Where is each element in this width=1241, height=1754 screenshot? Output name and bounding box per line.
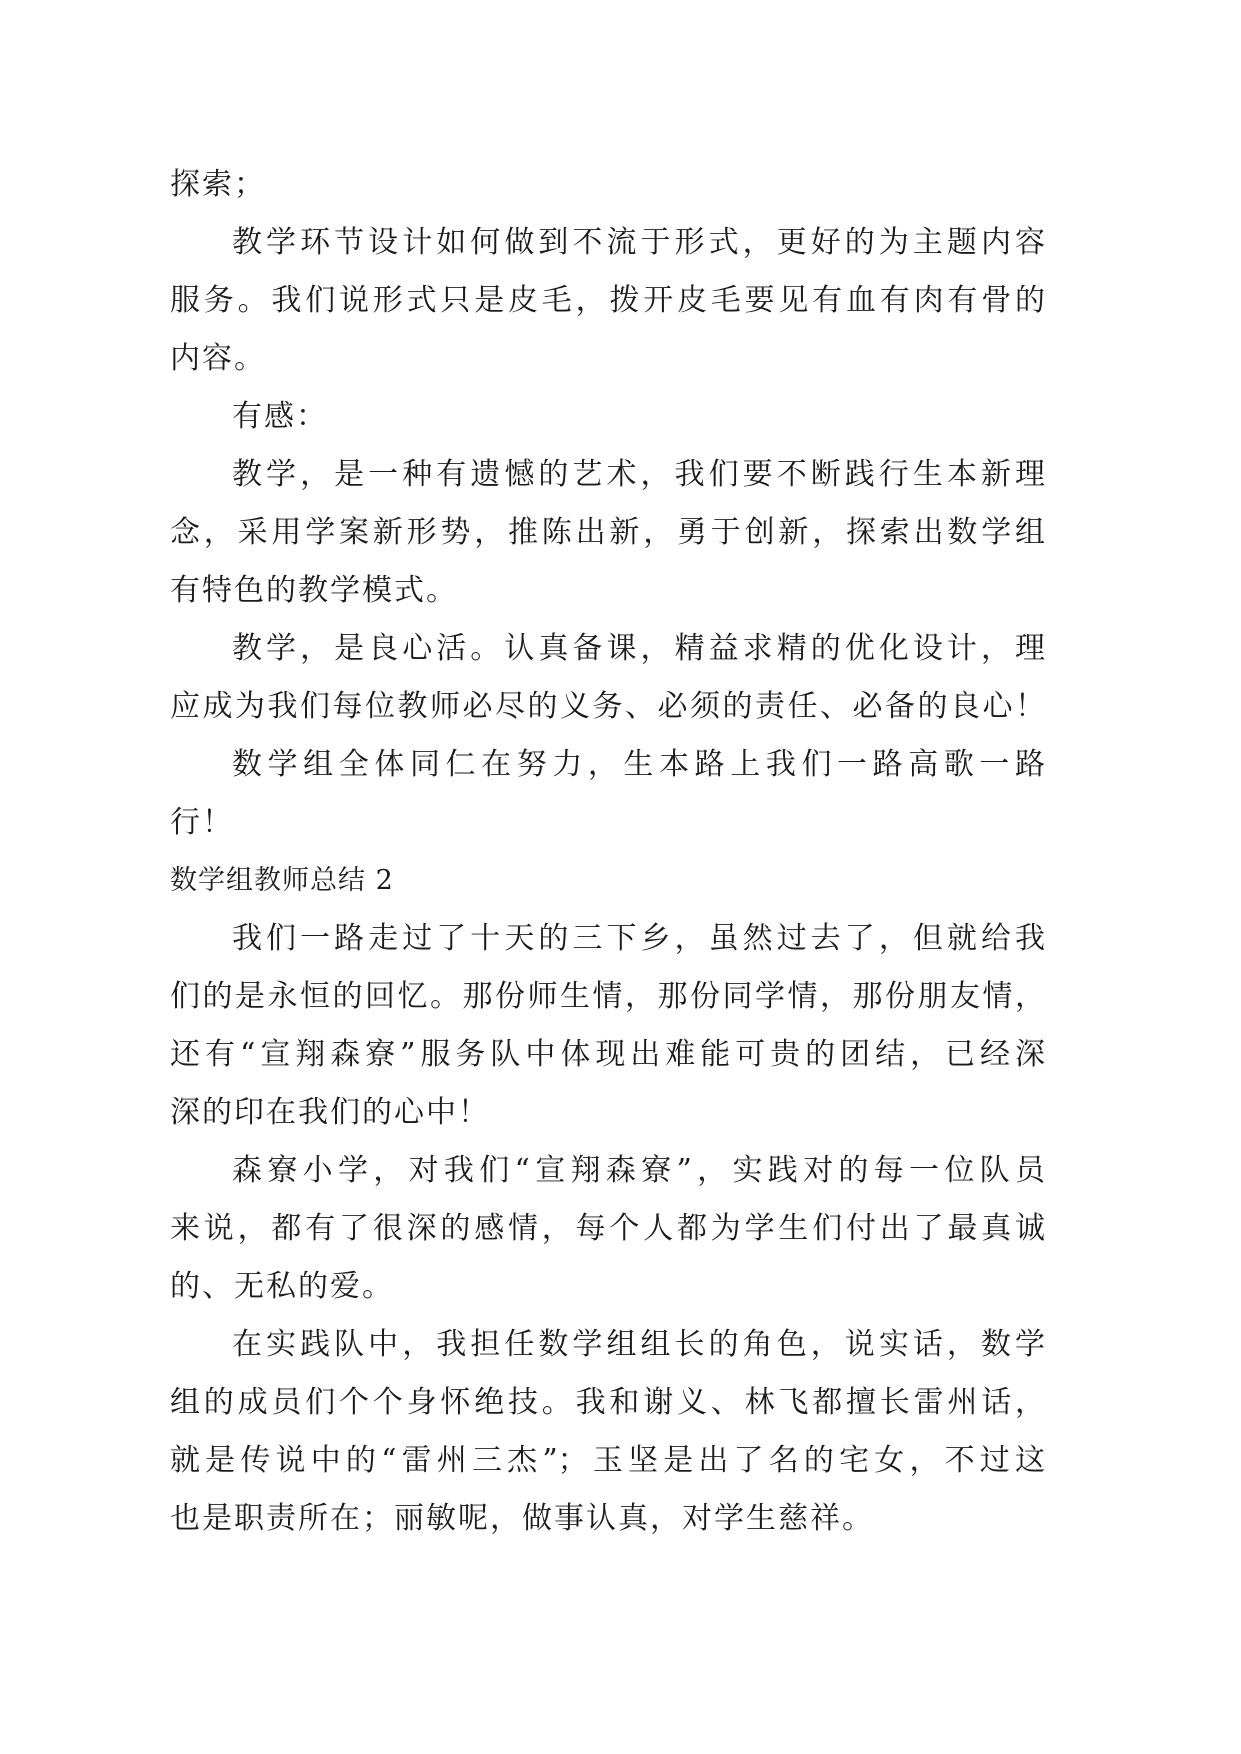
text-line: 有特色的教学模式。	[170, 573, 458, 608]
paragraph	[170, 736, 1045, 852]
paragraph	[170, 446, 1045, 620]
text-line: 们的是永恒的回忆。那份师生情，那份同学情，那份朋友情，	[170, 979, 1045, 1014]
paragraph	[170, 910, 1045, 1142]
paragraph	[170, 214, 1045, 388]
text-line: 组的成员们个个身怀绝技。我和谢义、林飞都擅长雷州话，	[170, 1385, 1045, 1420]
text-line: 有感：	[232, 399, 328, 434]
text-line: 深的印在我们的心中！	[170, 1095, 490, 1130]
text-line: 探索；	[170, 167, 266, 202]
section-title: 数学组教师总结 2	[170, 865, 394, 896]
text-line: 也是职责所在；丽敏呢，做事认真，对学生慈祥。	[170, 1501, 874, 1536]
paragraph	[170, 1316, 1045, 1548]
paragraph	[170, 156, 1045, 214]
text-line: 教学环节设计如何做到不流于形式，更好的为主题内容	[232, 225, 1045, 260]
text-line: 就是传说中的“雷州三杰”；玉坚是出了名的宅女，不过这	[170, 1443, 1045, 1478]
text-line: 数学组全体同仁在努力，生本路上我们一路高歌一路	[232, 747, 1045, 782]
text-line: 我们一路走过了十天的三下乡，虽然过去了，但就给我	[232, 921, 1045, 956]
text-line: 应成为我们每位教师必尽的义务、必须的责任、必备的良心！	[170, 689, 1045, 724]
text-line: 念，采用学案新形势，推陈出新，勇于创新，探索出数学组	[170, 515, 1045, 550]
document-body	[170, 156, 1045, 1548]
paragraph	[170, 388, 1045, 446]
text-line: 教学，是良心活。认真备课，精益求精的优化设计，理	[232, 631, 1045, 666]
text-line: 在实践队中，我担任数学组组长的角色，说实话，数学	[232, 1327, 1045, 1362]
text-line: 来说，都有了很深的感情，每个人都为学生们付出了最真诚	[170, 1211, 1045, 1246]
paragraph	[170, 620, 1045, 736]
text-line: 森寮小学，对我们“宣翔森寮”，实践对的每一位队员	[232, 1153, 1045, 1188]
paragraph	[170, 1142, 1045, 1316]
text-line: 的、无私的爱。	[170, 1269, 394, 1304]
text-line: 还有“宣翔森寮”服务队中体现出难能可贵的团结，已经深	[170, 1037, 1045, 1072]
text-line: 教学，是一种有遗憾的艺术，我们要不断践行生本新理	[232, 457, 1045, 492]
text-line: 行！	[170, 805, 234, 840]
text-line: 内容。	[170, 341, 266, 376]
text-line: 服务。我们说形式只是皮毛，拨开皮毛要见有血有肉有骨的	[170, 283, 1045, 318]
